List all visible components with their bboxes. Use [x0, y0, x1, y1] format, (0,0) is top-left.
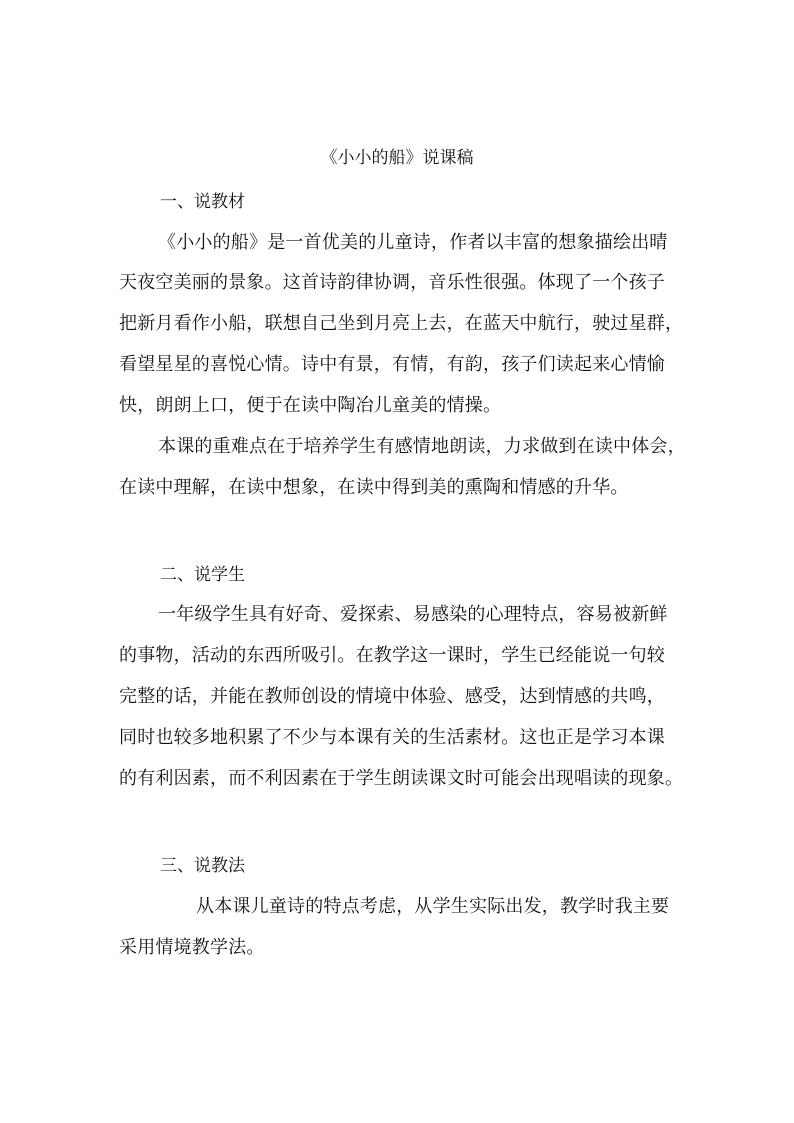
paragraph-line: 本课的重难点在于培养学生有感情地朗读，力求做到在读中体会， [158, 436, 686, 457]
paragraph-line: 《小小的船》是一首优美的儿童诗，作者以丰富的想象描绘出晴 [158, 232, 668, 253]
paragraph-line: 同时也较多地积累了不少与本课有关的生活素材。这也正是学习本课 [119, 727, 665, 748]
paragraph-line: 采用情境教学法。 [119, 937, 265, 958]
paragraph-line: 看望星星的喜悦心情。诗中有景，有情，有韵，孩子们读起来心情愉 [119, 354, 665, 375]
paragraph-line: 快，朗朗上口，便于在读中陶冶儿童美的情操。 [119, 395, 502, 416]
paragraph-line: 从本课儿童诗的特点考虑，从学生实际出发，教学时我主要 [196, 896, 670, 917]
paragraph-line: 完整的话，并能在教师创设的情境中体验、感受，达到情感的共鸣， [119, 686, 665, 707]
section-heading-methods: 三、说教法 [160, 856, 245, 876]
paragraph-line: 把新月看作小船，联想自己坐到月亮上去，在蓝天中航行，驶过星群， [119, 313, 684, 334]
paragraph-line: 的事物，活动的东西所吸引。在教学这一课时，学生已经能说一句较 [119, 645, 665, 666]
section-heading-textbook: 一、说教材 [160, 192, 245, 212]
document-title: 《小小的船》说课稿 [320, 148, 474, 168]
paragraph-line: 的有利因素，而不利因素在于学生朗读课文时可能会出现唱读的现象。 [119, 768, 684, 789]
paragraph-line: 在读中理解，在读中想象，在读中得到美的熏陶和情感的升华。 [119, 477, 629, 498]
paragraph-line: 一年级学生具有好奇、爱探索、易感染的心理特点，容易被新鲜 [158, 604, 668, 625]
paragraph-line: 天夜空美丽的景象。这首诗韵律协调，音乐性很强。体现了一个孩子 [119, 272, 665, 293]
section-heading-students: 二、说学生 [160, 565, 245, 585]
